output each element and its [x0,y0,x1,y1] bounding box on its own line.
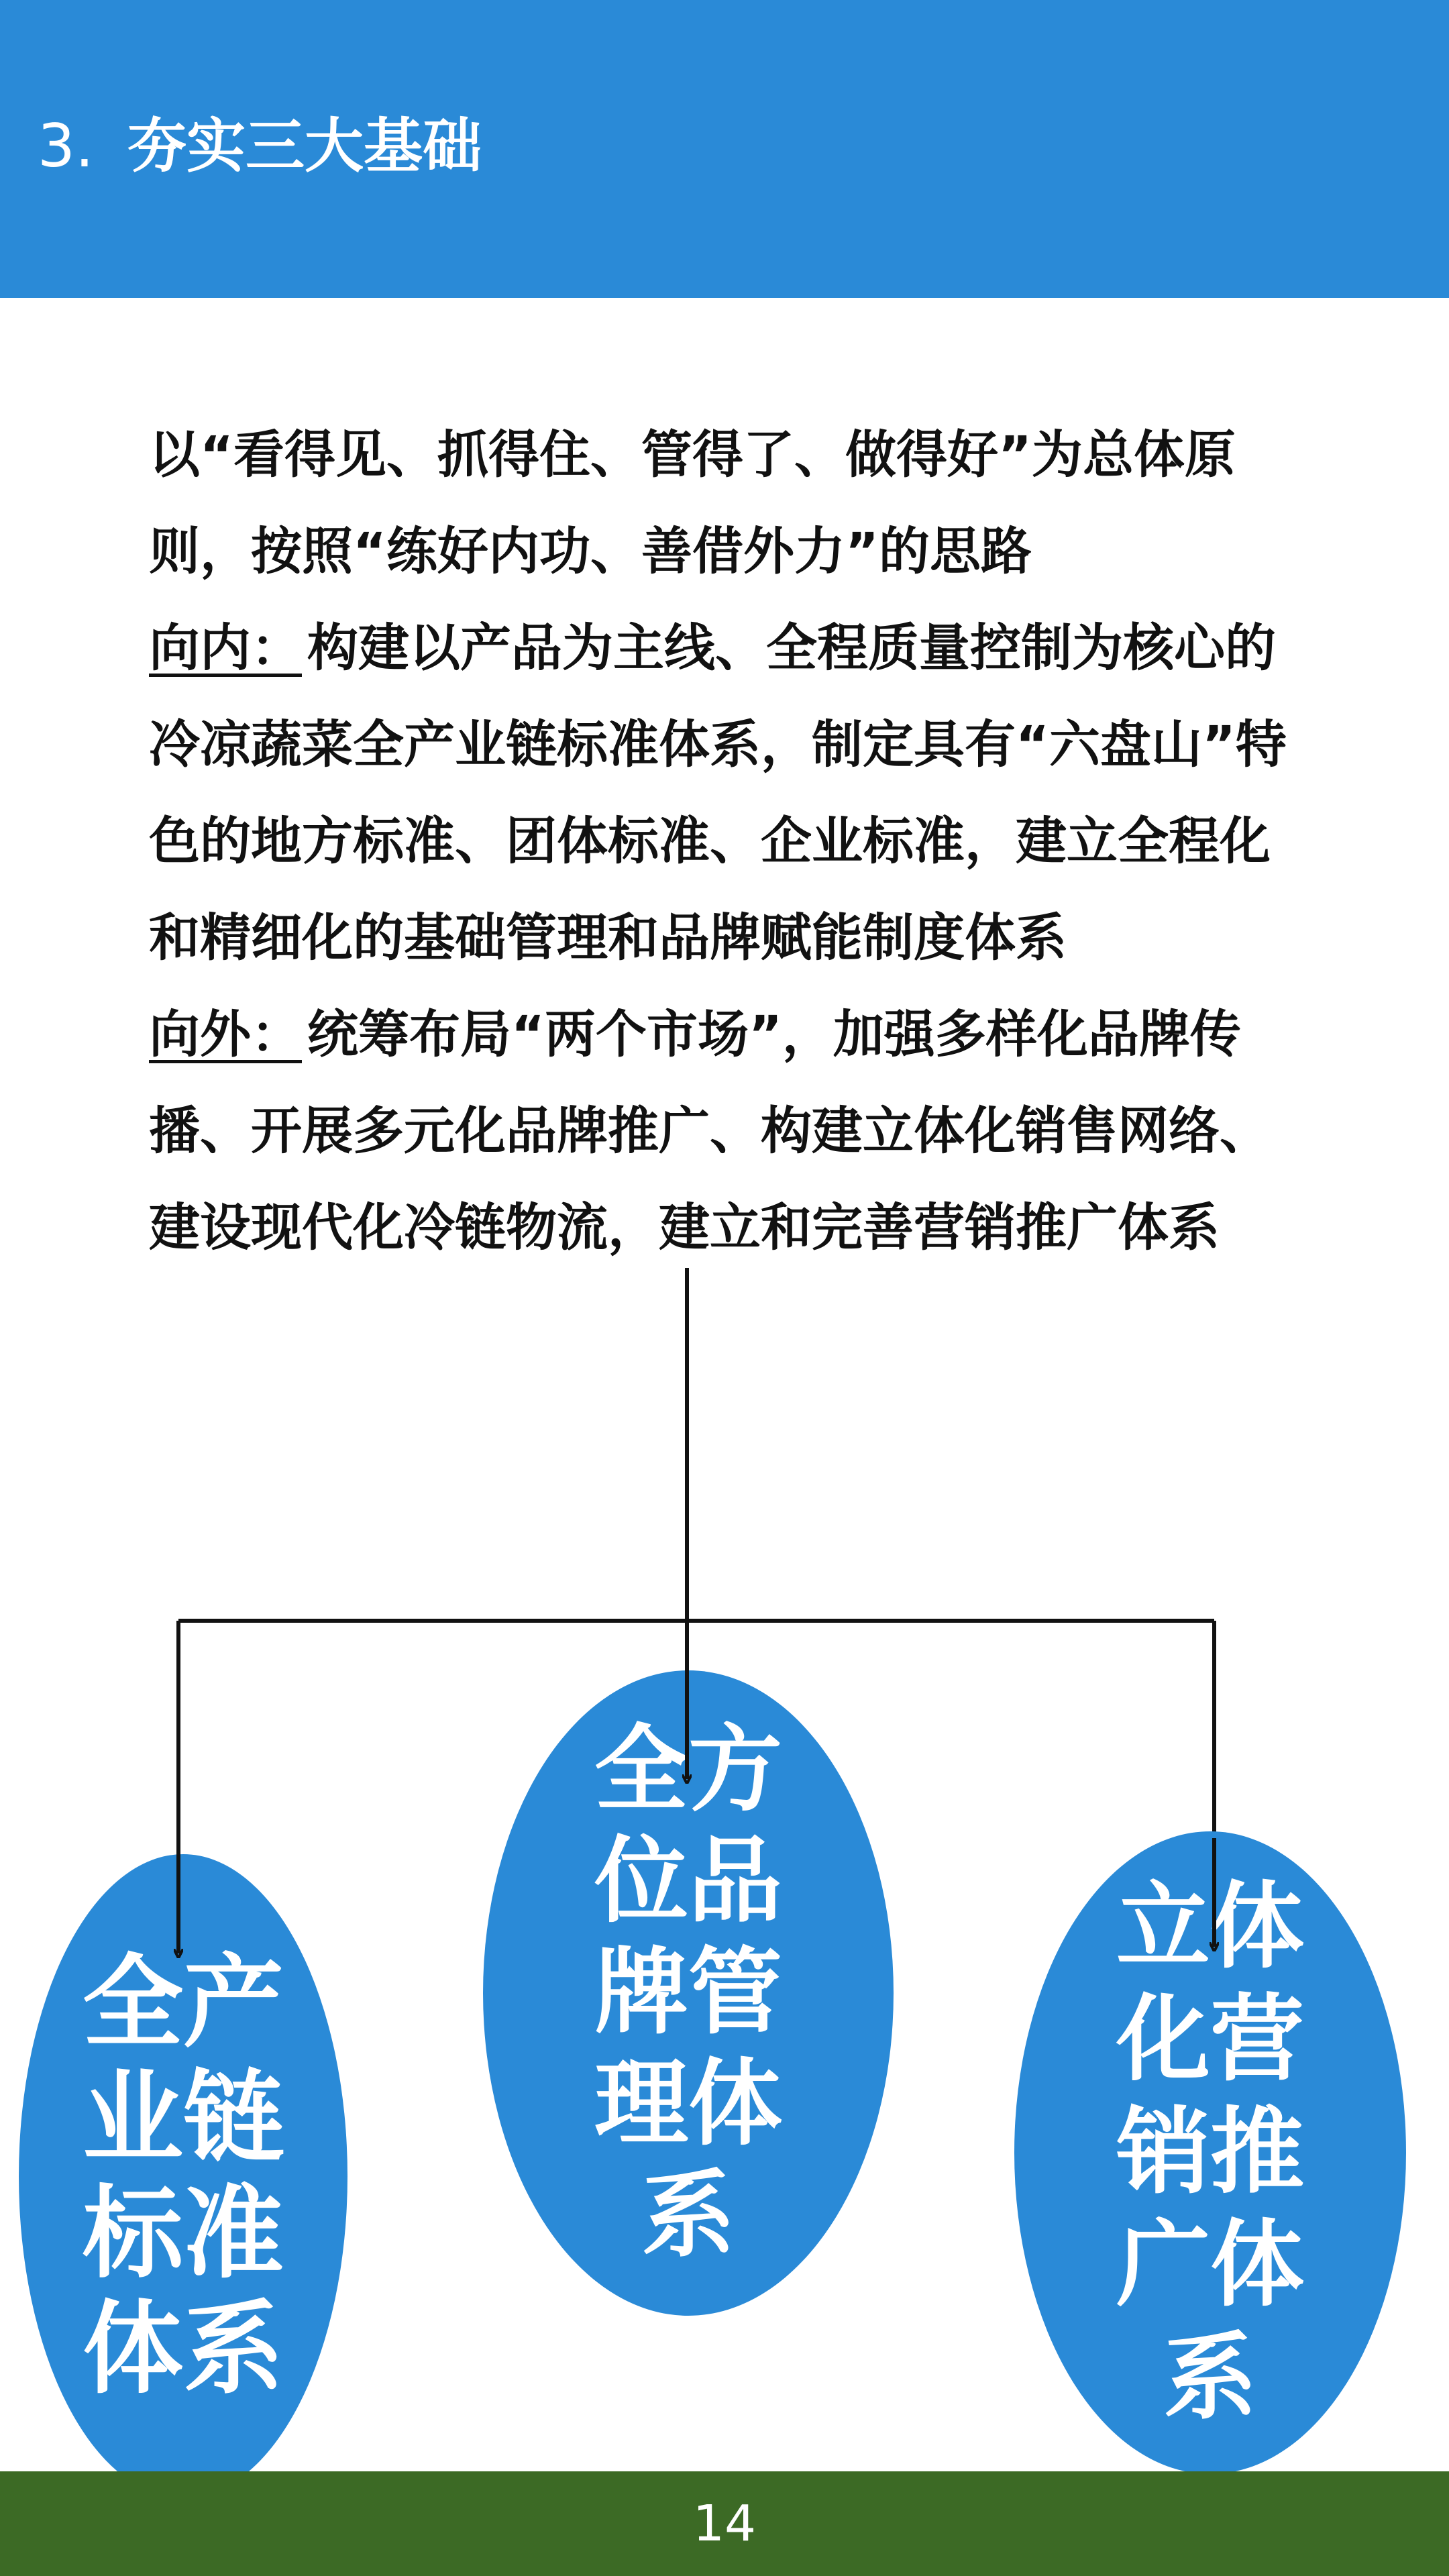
section-title [38,106,482,186]
footer-bar [0,2471,1449,2576]
body-text [149,407,1316,1276]
outward-label [149,1004,307,1064]
outward-paragraph [149,986,1316,1276]
pillar-label: 全产业链标准体系 [82,1945,284,2408]
pillar-industry-chain-standards [19,1854,347,2498]
inward-label [149,618,307,678]
inward-paragraph [149,600,1316,986]
intro-paragraph: 以“看得见、抓得住、管得了、做得好”为总体原则，按照“练好内功、善借外力”的思路 [149,425,1236,581]
pillar-marketing-promotion [1014,1831,1406,2474]
inward-label-text: 向内： [149,618,302,678]
section-number: 3. [38,111,94,180]
outward-label-text: 向外： [149,1004,302,1064]
section-title-text: 夯实三大基础 [127,111,482,180]
pillar-brand-management [483,1670,894,2316]
pillar-label: 立体化营销推广体系 [1116,1872,1304,2432]
header-bar [0,0,1449,298]
inward-text: 构建以产品为主线、全程质量控制为核心的冷凉蔬菜全产业链标准体系，制定具有“六盘山”特色的地方标准、团体标准、企业标准，建立全程化和精细化的基础管理和品牌赋能制度体系 [149,618,1287,967]
page-number: 14 [692,2495,757,2553]
pillar-label: 全方位品牌管理体系 [594,1715,782,2270]
outward-text: 统筹布局“两个市场”，加强多样化品牌传播、开展多元化品牌推广、构建立体化销售网络、建设现代化冷链物流，建立和完善营销推广体系 [149,1004,1271,1257]
